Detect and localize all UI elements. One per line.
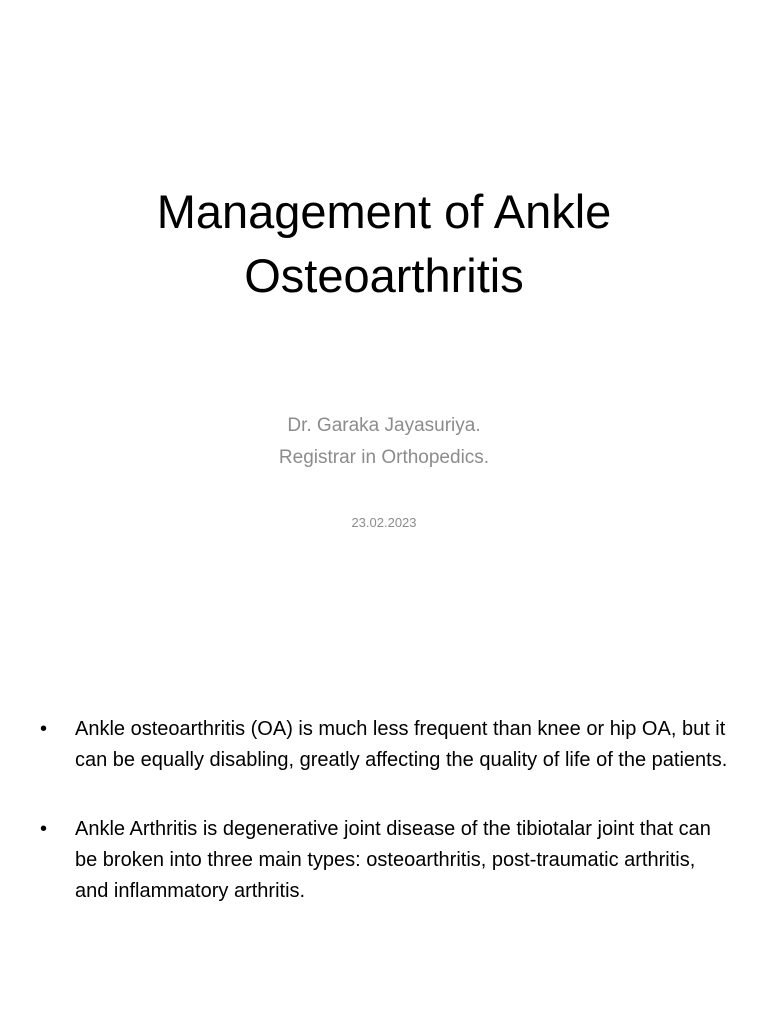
slide-subtitle	[40, 410, 728, 474]
bullet-text: Ankle Arthritis is degenerative joint disease of the tibiotalar joint that can be broken into three main types: osteoarthritis, post-traumatic arthritis, and inflammatory arthritis.	[75, 818, 711, 902]
author-role: Registrar in Orthopedics.	[278, 447, 490, 468]
presentation-date: 23.02.2023	[351, 515, 417, 530]
bullet-slide	[0, 640, 768, 1024]
slide-title-line-1: Management of Ankle	[156, 185, 612, 238]
slide-title-line-2: Osteoarthritis	[244, 249, 524, 302]
bullet-dot-icon: •	[40, 718, 48, 740]
bullet-item	[38, 814, 728, 907]
bullet-item	[38, 714, 728, 776]
slide-title	[40, 180, 728, 308]
bullet-text: Ankle osteoarthritis (OA) is much less frequent than knee or hip OA, but it can be equally disabling, greatly affecting the quality of life of the patients.	[75, 718, 728, 771]
bullet-dot-icon: •	[40, 818, 48, 840]
author-name: Dr. Garaka Jayasuriya.	[287, 415, 481, 436]
bullet-list	[38, 714, 728, 945]
